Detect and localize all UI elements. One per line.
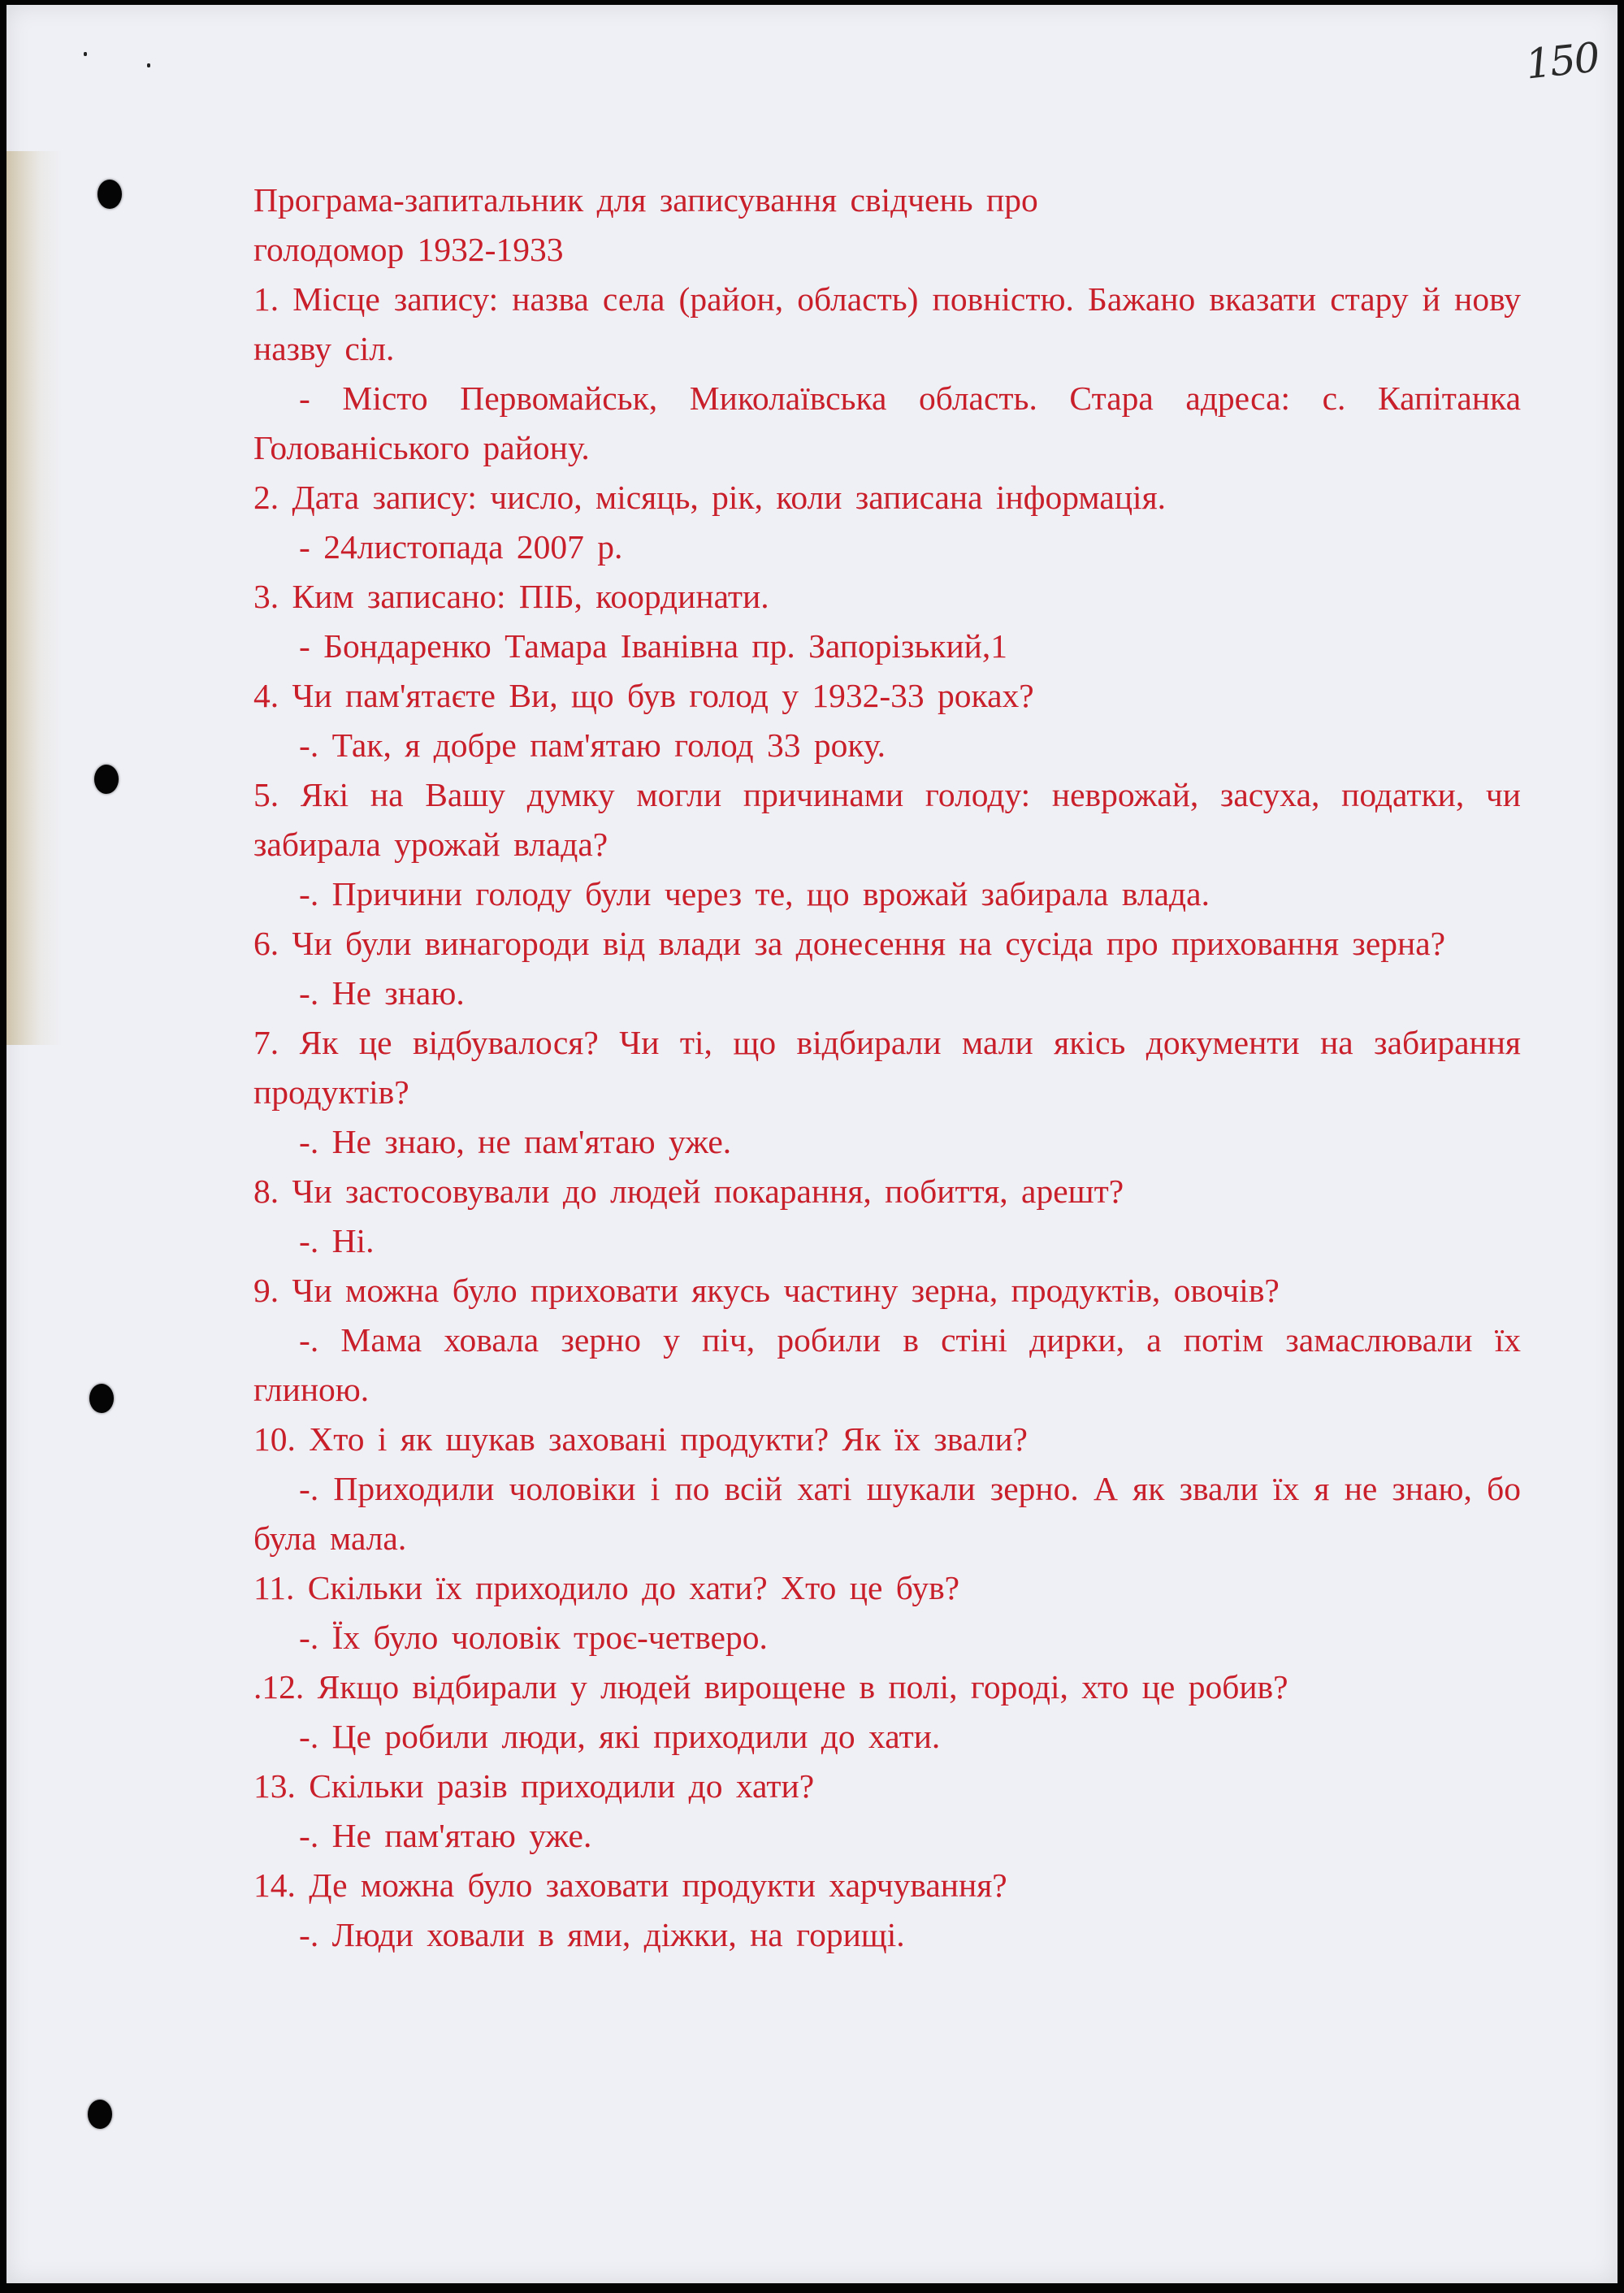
question-text: .12. Якщо відбирали у людей вирощене в полі, городі, хто це робив? [253,1668,1288,1706]
answer-text: -. Не знаю. [299,974,465,1012]
answer-text: -. Мама ховала зерно у піч, робили в стіні дирки, а потім замаслювали їх глиною. [253,1321,1521,1408]
answer-text: - Місто Первомайськ, Миколаївська область. Стара адреса: с. Капітанка Голованіського району. [253,379,1521,466]
question-text: 3. Ким записано: ПІБ, координати. [253,578,769,615]
answer-text: -. Приходили чоловіки і по всій хаті шукали зерно. А як звали їх я не знаю, бо була мала. [253,1470,1521,1557]
question-text: 9. Чи можна було приховати якусь частину зерна, продуктів, овочів? [253,1272,1280,1309]
answer-text: -. Причини голоду були через те, що врожай забирала влада. [299,875,1210,912]
question-text: 4. Чи пам'ятаєте Ви, що був голод у 1932-33 роках? [253,677,1034,714]
questionnaire-text [253,176,1521,1960]
answer-text: -. Люди ховали в ями, діжки, на горищі. [299,1916,905,1953]
question-text: 6. Чи були винагороди від влади за донесення на сусіда про приховання зерна? [253,925,1446,962]
punch-hole [88,2100,112,2129]
question-text: 2. Дата запису: число, місяць, рік, коли записана інформація. [253,479,1167,516]
question-text: 14. Де можна було заховати продукти харчування? [253,1866,1007,1904]
question-text: 5. Які на Вашу думку могли причинами голоду: неврожай, засуха, податки, чи забирала урожай влада? [253,776,1521,863]
document-title-line: голодомор 1932-1933 [253,231,564,268]
question-text: 1. Місце запису: назва села (район, область) повністю. Бажано вказати стару й нову назву сіл. [253,280,1521,367]
answer-text: -. Так, я добре пам'ятаю голод 33 року. [299,726,886,764]
questionnaire-items [253,275,1521,1960]
question-text: 8. Чи застосовували до людей покарання, побиття, арешт? [253,1173,1124,1210]
question-text: 11. Скільки їх приходило до хати? Хто це був? [253,1569,960,1606]
answer-text: -. Їх було чоловік троє-четверо. [299,1619,768,1656]
handwritten-page-number: 150 [1523,33,1601,89]
question-text: 7. Як це відбувалося? Чи ті, що відбирали мали якісь документи на забирання продуктів? [253,1024,1521,1111]
answer-text: -. Це робили люди, які приходили до хати. [299,1718,941,1755]
answer-text: -. Не знаю, не пам'ятаю уже. [299,1123,732,1160]
document-title-line: Програма-запитальник для записування свідчень про [253,181,1038,219]
answer-text: - 24листопада 2007 р. [299,528,623,566]
paper-speck [147,63,150,67]
answer-text: - Бондаренко Тамара Іванівна пр. Запорізький,1 [299,627,1008,665]
question-text: 10. Хто і як шукав заховані продукти? Як їх звали? [253,1420,1028,1458]
paper-speck [84,52,87,56]
paper-stain [6,151,63,1045]
punch-hole [89,1384,114,1413]
punch-hole [97,180,122,209]
punch-hole [94,765,119,794]
answer-text: -. Не пам'ятаю уже. [299,1817,592,1854]
answer-text: -. Ні. [299,1222,375,1259]
question-text: 13. Скільки разів приходили до хати? [253,1767,815,1805]
